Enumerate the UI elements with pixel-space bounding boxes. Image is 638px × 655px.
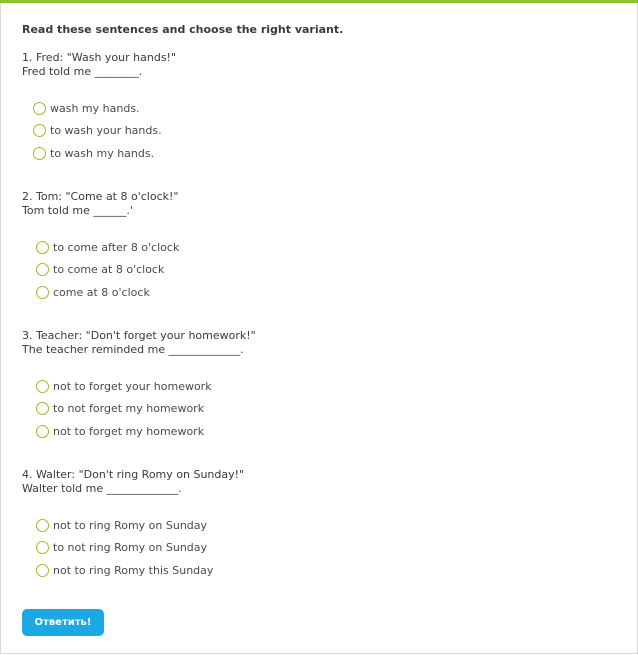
question-1-option-1[interactable] xyxy=(33,97,582,120)
question-3-gap-sentence: The teacher reminded me _____________. xyxy=(22,343,244,356)
question-2-sentence: 2. Tom: "Come at 8 o'clock!" xyxy=(22,190,179,203)
option-label: to come after 8 o'clock xyxy=(53,240,180,254)
submit-answer-button[interactable]: Ответить! xyxy=(22,609,104,636)
question-4-option-1[interactable] xyxy=(36,514,582,537)
radio-button[interactable] xyxy=(33,102,46,115)
question-4 xyxy=(22,468,582,582)
radio-button[interactable] xyxy=(36,564,49,577)
option-label: to wash your hands. xyxy=(50,124,162,138)
option-label: to come at 8 o'clock xyxy=(53,263,165,277)
question-3-option-3[interactable] xyxy=(36,420,582,443)
option-label: to not forget my homework xyxy=(53,402,205,416)
radio-button[interactable] xyxy=(36,241,49,254)
radio-button[interactable] xyxy=(36,425,49,438)
question-3-sentence: 3. Teacher: "Don't forget your homework!" xyxy=(22,329,256,342)
question-1 xyxy=(22,51,582,165)
radio-button[interactable] xyxy=(36,402,49,415)
question-2-gap-sentence: Tom told me ______.' xyxy=(22,204,133,217)
question-2-prompt xyxy=(22,190,582,218)
radio-button[interactable] xyxy=(36,286,49,299)
option-label: not to ring Romy this Sunday xyxy=(53,563,214,577)
question-1-option-3[interactable] xyxy=(33,142,582,165)
question-1-gap-sentence: Fred told me ________. xyxy=(22,65,143,78)
question-2-option-1[interactable] xyxy=(36,236,582,259)
question-2 xyxy=(22,190,582,304)
option-label: wash my hands. xyxy=(50,101,140,115)
option-label: to wash my hands. xyxy=(50,146,155,160)
instruction-text: Read these sentences and choose the right variant. xyxy=(22,23,344,36)
option-label: not to ring Romy on Sunday xyxy=(53,518,208,532)
option-label: come at 8 o'clock xyxy=(53,285,150,299)
radio-button[interactable] xyxy=(36,263,49,276)
question-2-options xyxy=(22,236,582,304)
question-1-prompt xyxy=(22,51,582,79)
question-2-option-2[interactable] xyxy=(36,259,582,282)
question-4-prompt xyxy=(22,468,582,496)
question-2-option-3[interactable] xyxy=(36,281,582,304)
option-label: not to forget your homework xyxy=(53,379,212,393)
option-label: to not ring Romy on Sunday xyxy=(53,541,208,555)
question-4-options xyxy=(22,514,582,582)
question-3-options xyxy=(22,375,582,443)
question-4-gap-sentence: Walter told me _____________. xyxy=(22,482,182,495)
question-3-option-2[interactable] xyxy=(36,398,582,421)
radio-button[interactable] xyxy=(36,519,49,532)
option-label: not to forget my homework xyxy=(53,424,205,438)
question-3-prompt xyxy=(22,329,582,357)
question-1-option-2[interactable] xyxy=(33,120,582,143)
question-4-option-2[interactable] xyxy=(36,537,582,560)
question-1-options xyxy=(22,97,582,165)
radio-button[interactable] xyxy=(36,380,49,393)
question-4-option-3[interactable] xyxy=(36,559,582,582)
radio-button[interactable] xyxy=(33,124,46,137)
question-4-sentence: 4. Walter: "Don't ring Romy on Sunday!" xyxy=(22,468,245,481)
question-1-sentence: 1. Fred: "Wash your hands!" xyxy=(22,51,177,64)
question-3 xyxy=(22,329,582,443)
radio-button[interactable] xyxy=(33,147,46,160)
radio-button[interactable] xyxy=(36,541,49,554)
top-accent-bar xyxy=(0,0,638,3)
question-3-option-1[interactable] xyxy=(36,375,582,398)
